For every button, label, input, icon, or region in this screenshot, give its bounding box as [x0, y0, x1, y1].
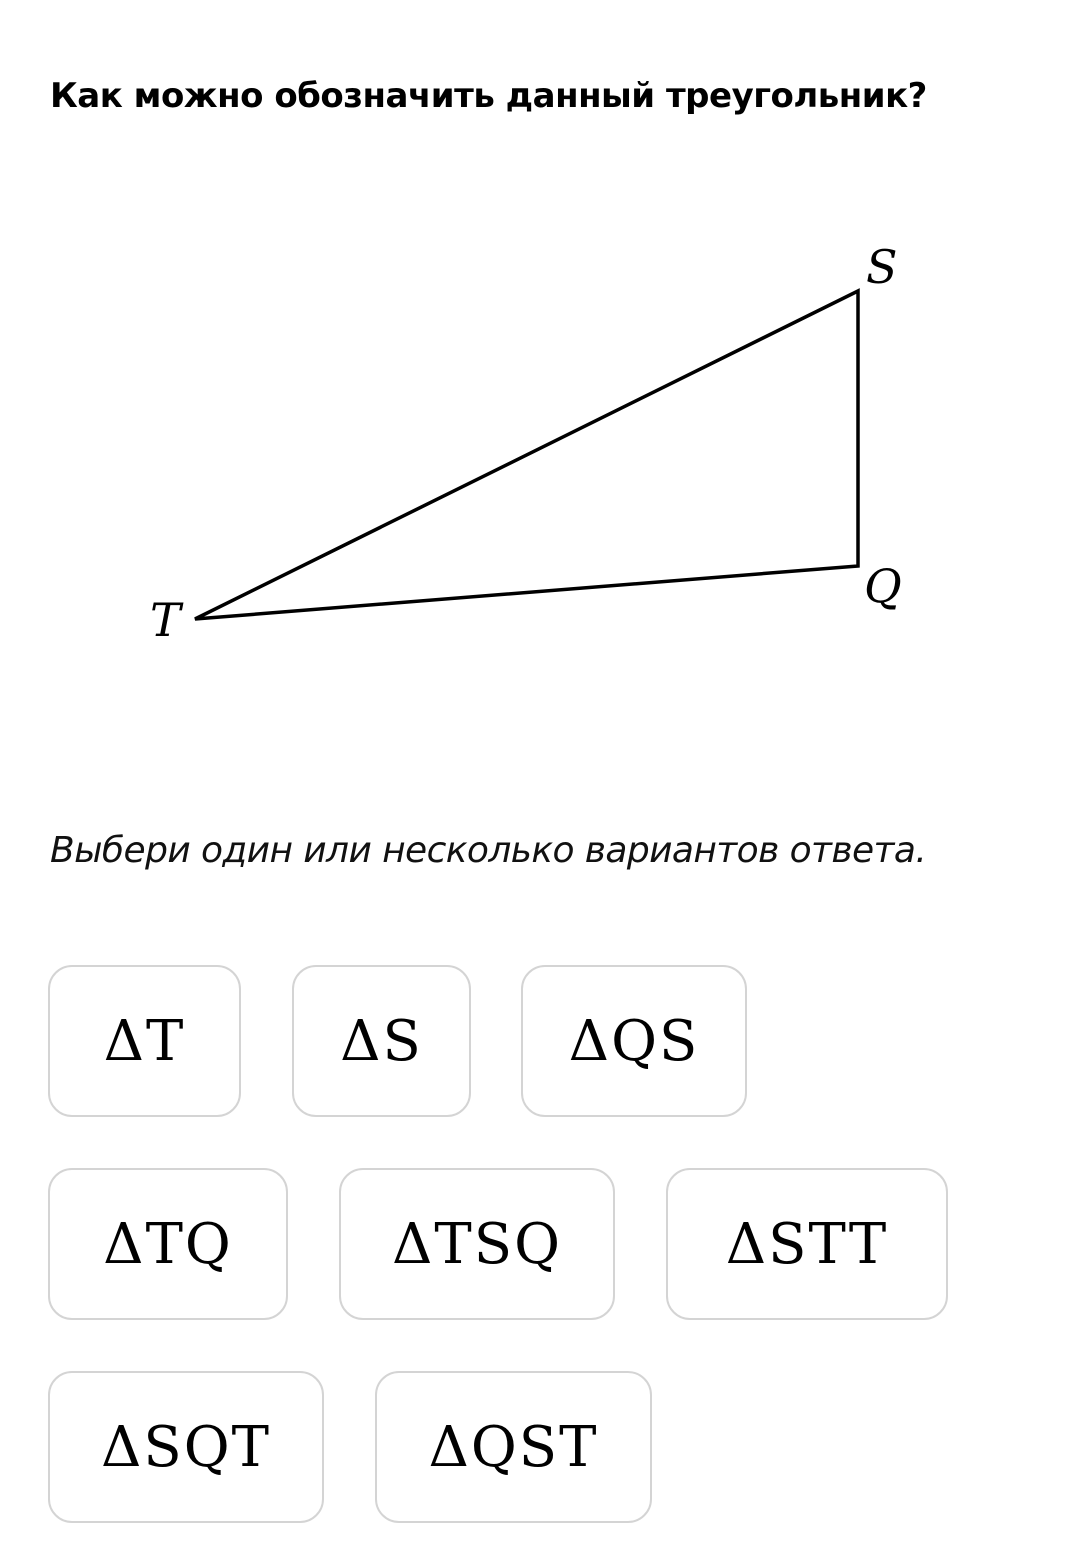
- vertex-label-q: Q: [864, 559, 902, 613]
- option-button-delta-s[interactable]: [292, 965, 471, 1117]
- instruction-text: Выбери один или несколько вариантов ответа.: [50, 830, 927, 871]
- option-button-delta-sqt[interactable]: [48, 1371, 324, 1523]
- option-label: ΔSQT: [100, 1414, 272, 1480]
- triangle-figure: [0, 0, 1080, 760]
- question-title: Как можно обозначить данный треугольник?: [50, 76, 927, 116]
- triangle-shape: [195, 291, 858, 619]
- option-label: ΔSTT: [725, 1211, 889, 1277]
- vertex-label-t: T: [150, 593, 181, 647]
- option-button-delta-stt[interactable]: [666, 1168, 948, 1320]
- option-button-delta-t[interactable]: [48, 965, 241, 1117]
- option-label: ΔTQ: [103, 1211, 233, 1277]
- option-button-delta-tq[interactable]: [48, 1168, 288, 1320]
- option-button-delta-tsq[interactable]: [339, 1168, 615, 1320]
- option-label: ΔQS: [568, 1008, 700, 1074]
- option-label: ΔS: [340, 1008, 423, 1074]
- option-label: ΔT: [103, 1008, 186, 1074]
- option-button-delta-qs[interactable]: [521, 965, 747, 1117]
- option-button-delta-qst[interactable]: [375, 1371, 652, 1523]
- option-label: ΔTSQ: [391, 1211, 563, 1277]
- option-label: ΔQST: [428, 1414, 599, 1480]
- vertex-label-s: S: [866, 240, 898, 294]
